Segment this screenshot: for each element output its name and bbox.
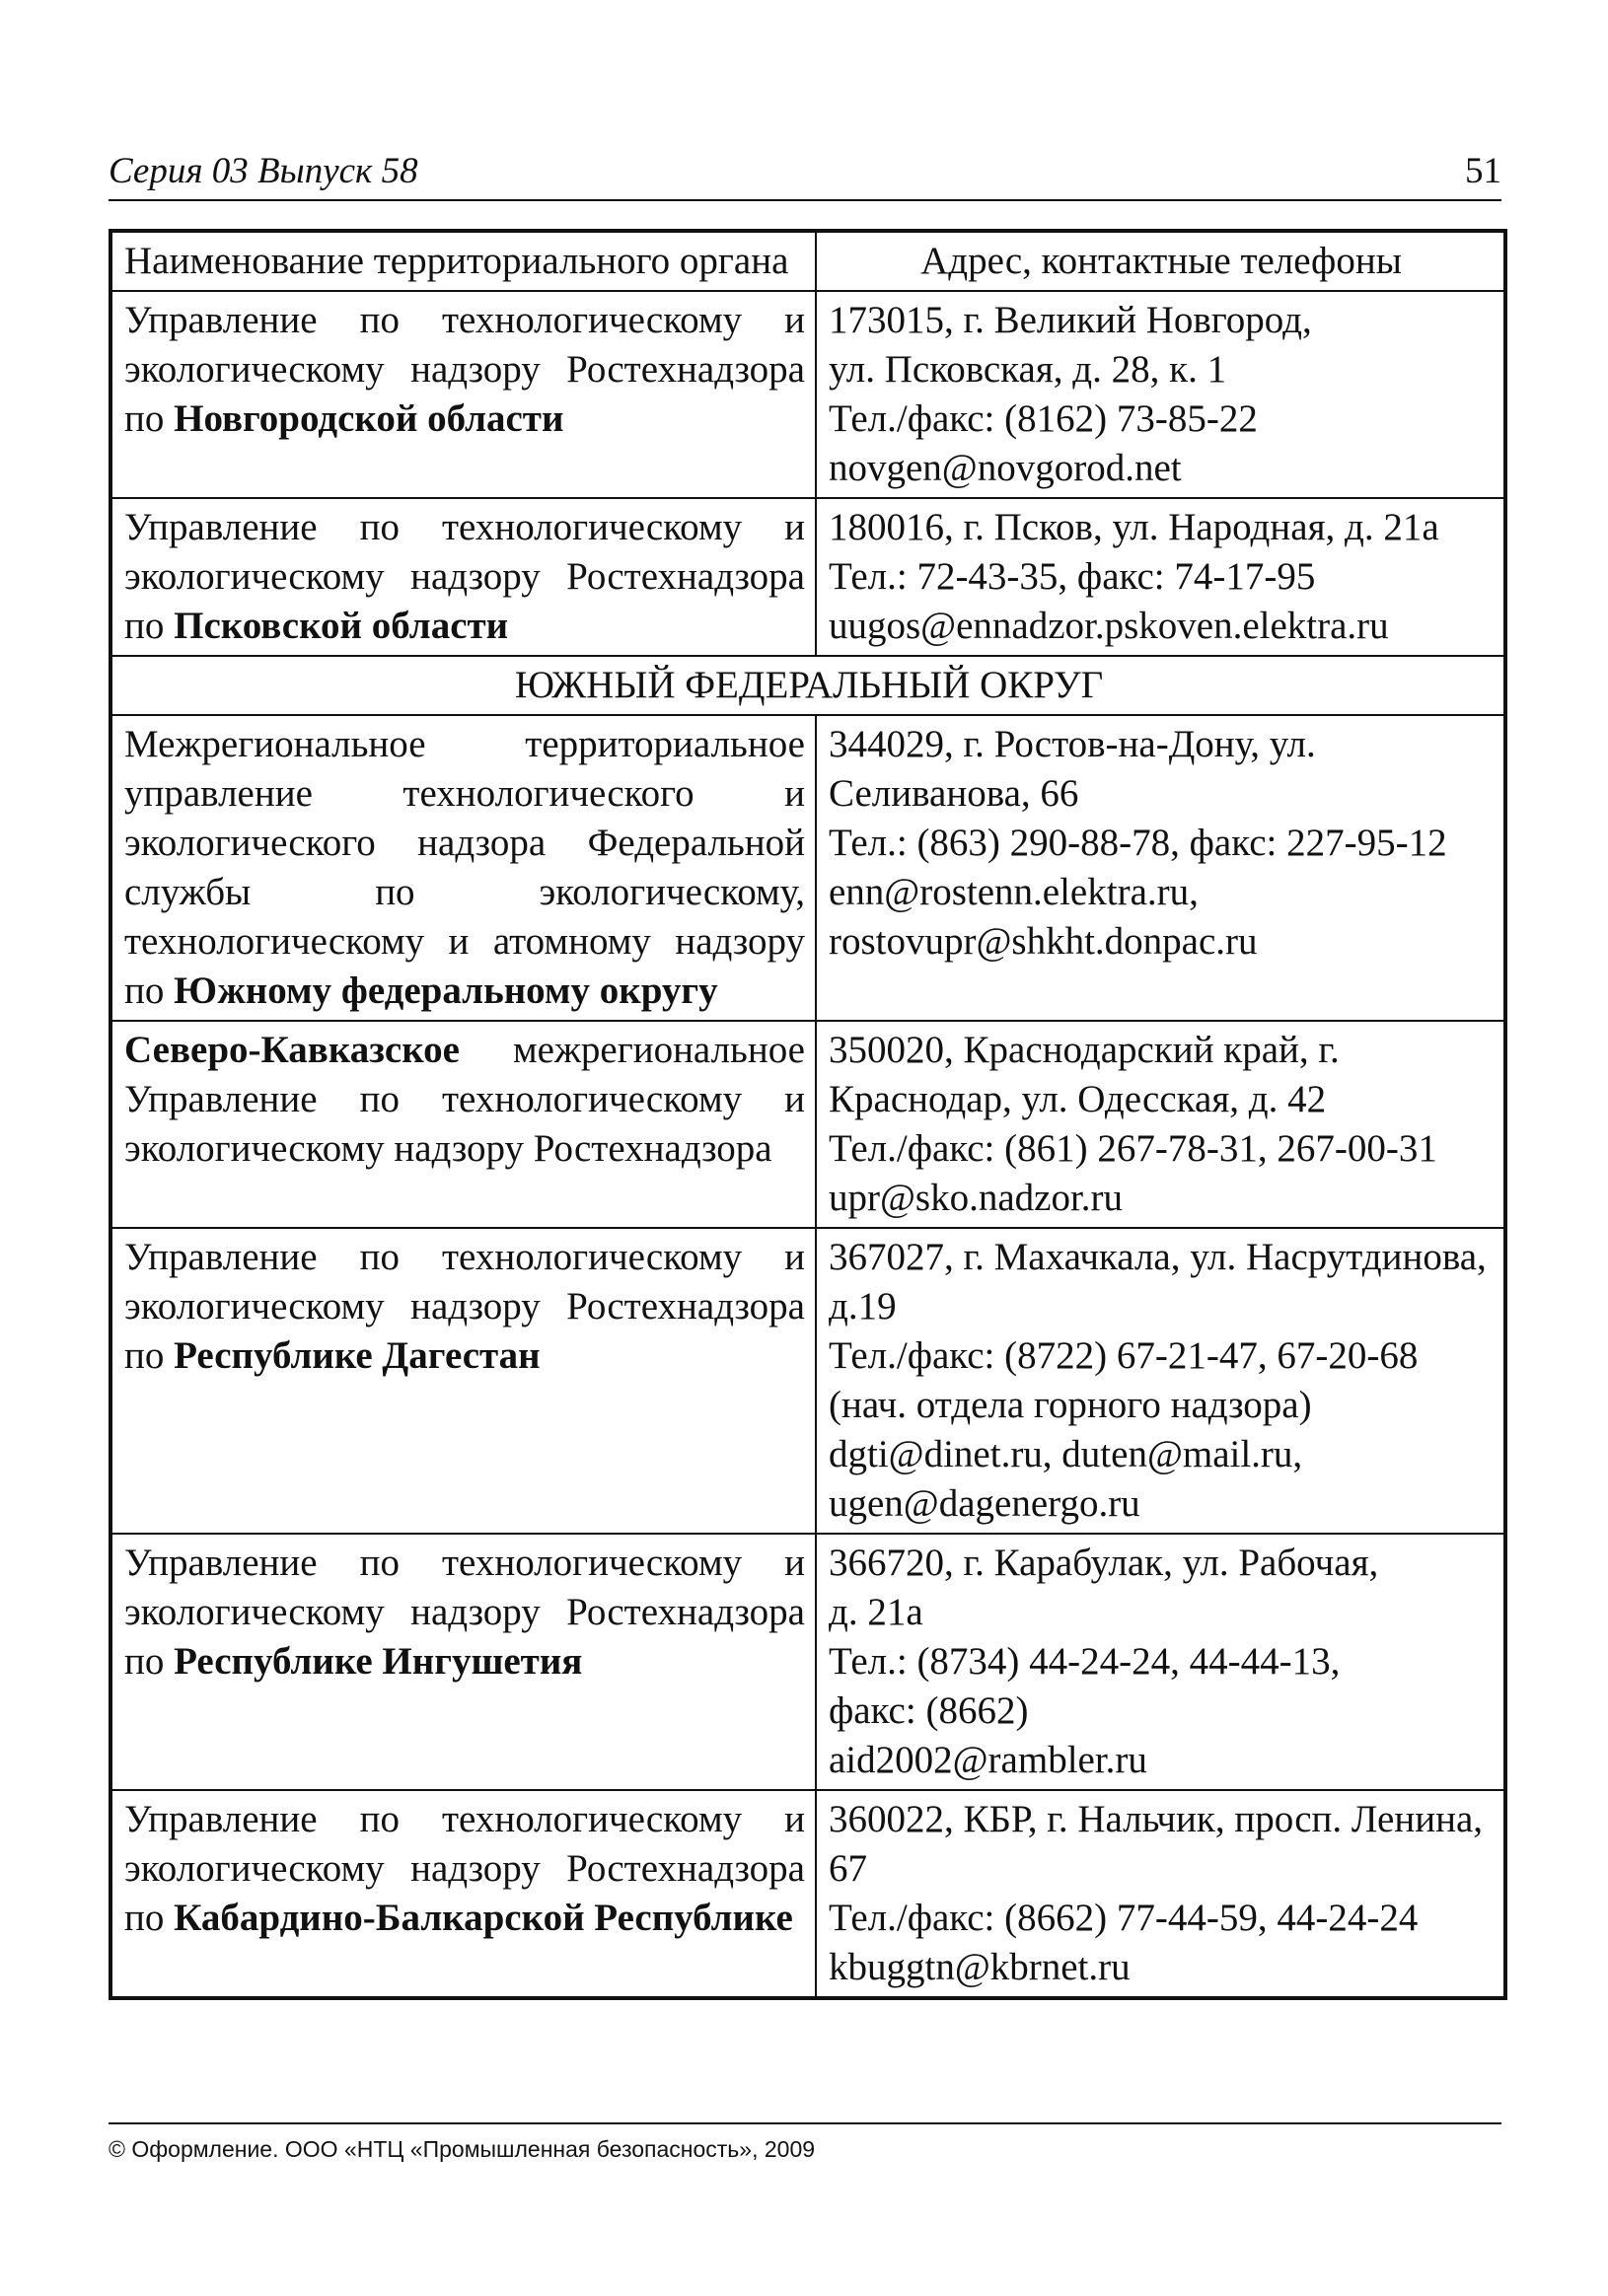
table-row <box>110 1534 1505 1790</box>
address-cell <box>816 1790 1505 1998</box>
address-cell <box>816 1021 1505 1228</box>
organ-region: Северо-Кавказское <box>124 1029 460 1071</box>
address-line: 180016, г. Псков, ул. Народная, д. 21а <box>829 506 1439 548</box>
phone-line: факс: (8662) <box>829 1689 1029 1732</box>
organ-name: Межрегиональное территориальное управление технологического и экологического надзора Федеральной службы по экологическому, технологическому и атомному надзору по <box>124 723 805 1012</box>
phone-line: Тел./факс: (8162) 73-85-22 <box>829 397 1258 440</box>
phone-line: Тел.: 72-43-35, факс: 74-17-95 <box>829 555 1316 598</box>
table-row <box>110 1790 1505 1998</box>
address-line: 367027, г. Махачкала, ул. Насрутдинова, д.19 <box>829 1236 1487 1327</box>
address-line: ул. Псковская, д. 28, к. 1 <box>829 348 1227 391</box>
col-header-address: Адрес, контактные телефоны <box>816 231 1505 291</box>
email-line: rostovupr@shkht.donpac.ru <box>829 920 1258 963</box>
address-cell <box>816 498 1505 656</box>
table-row <box>110 291 1505 498</box>
organ-cell <box>110 715 816 1021</box>
phone-line: Тел./факс: (8722) 67-21-47, 67-20-68 <box>829 1334 1419 1377</box>
organ-name: Управление по технологическому и экологическому надзору Ростехнадзора по <box>124 1236 805 1377</box>
email-line: ugen@dagenergo.ru <box>829 1482 1140 1525</box>
organ-name: Управление по технологическому и экологическому надзору Ростехнадзора по <box>124 506 805 647</box>
organ-region: Новгородской области <box>174 397 564 440</box>
table-row <box>110 1021 1505 1228</box>
organ-cell <box>110 1790 816 1998</box>
address-line: 173015, г. Великий Новгород, <box>829 299 1312 341</box>
phone-line: Тел./факс: (8662) 77-44-59, 44-24-24 <box>829 1897 1419 1939</box>
email-line: dgti@dinet.ru, duten@mail.ru, <box>829 1433 1303 1475</box>
series-label: Серия 03 Выпуск 58 <box>109 151 418 191</box>
organ-name: Управление по технологическому и экологическому надзору Ростехнадзора по <box>124 1542 805 1683</box>
col-header-organ: Наименование территориального органа <box>110 231 816 291</box>
organ-cell <box>110 498 816 656</box>
table-header-row <box>110 231 1505 291</box>
organ-region: Псковской области <box>174 605 509 647</box>
phone-line: Тел./факс: (861) 267-78-31, 267-00-31 <box>829 1127 1437 1170</box>
organ-cell <box>110 1021 816 1228</box>
table-row <box>110 1228 1505 1534</box>
note-line: (нач. отдела горного надзора) <box>829 1384 1312 1426</box>
organ-region: Республике Дагестан <box>174 1334 541 1377</box>
page-number: 51 <box>1465 151 1501 191</box>
table-row <box>110 498 1505 656</box>
email-line: enn@rostenn.elektra.ru, <box>829 871 1199 913</box>
region-heading: ЮЖНЫЙ ФЕДЕРАЛЬНЫЙ ОКРУГ <box>110 656 1505 715</box>
email-line: aid2002@rambler.ru <box>829 1739 1147 1781</box>
organ-region: Республике Ингушетия <box>174 1640 583 1683</box>
address-cell <box>816 1534 1505 1790</box>
organ-cell <box>110 291 816 498</box>
organ-cell <box>110 1534 816 1790</box>
email-line: novgen@novgorod.net <box>829 447 1182 489</box>
address-line: 366720, г. Карабулак, ул. Рабочая, <box>829 1542 1379 1584</box>
page-header <box>109 148 1501 201</box>
contacts-table <box>109 229 1507 2000</box>
address-cell <box>816 715 1505 1021</box>
organ-region: Южному федеральному округу <box>174 969 718 1012</box>
organ-cell <box>110 1228 816 1534</box>
phone-line: Тел.: (863) 290-88-78, факс: 227-95-12 <box>829 822 1447 864</box>
address-cell <box>816 1228 1505 1534</box>
organ-name: межрегиональное Управление по технологическому и экологическому надзору Ростехнадзора <box>124 1029 805 1170</box>
region-row <box>110 656 1505 715</box>
organ-name: Управление по технологическому и экологическому надзору Ростехнадзора по <box>124 1798 805 1939</box>
organ-name: Управление по технологическому и экологическому надзору Ростехнадзора по <box>124 299 805 440</box>
address-cell <box>816 291 1505 498</box>
email-line: uugos@ennadzor.pskoven.elektra.ru <box>829 605 1389 647</box>
email-line: upr@sko.nadzor.ru <box>829 1177 1124 1219</box>
phone-line: Тел.: (8734) 44-24-24, 44-44-13, <box>829 1640 1341 1683</box>
table-row <box>110 715 1505 1021</box>
address-line: 350020, Краснодарский край, г. Краснодар, ул. Одесская, д. 42 <box>829 1029 1340 1120</box>
address-line: 360022, КБР, г. Нальчик, просп. Ленина, 67 <box>829 1798 1484 1890</box>
address-line: д. 21а <box>829 1591 923 1633</box>
email-line: kbuggtn@kbrnet.ru <box>829 1946 1131 1988</box>
address-line: 344029, г. Ростов-на-Дону, ул. Селиванова, 66 <box>829 723 1316 815</box>
copyright-footer: © Оформление. ООО «НТЦ «Промышленная безопасность», 2009 <box>109 2122 1501 2163</box>
organ-region: Кабардино-Балкарской Республике <box>174 1897 793 1939</box>
